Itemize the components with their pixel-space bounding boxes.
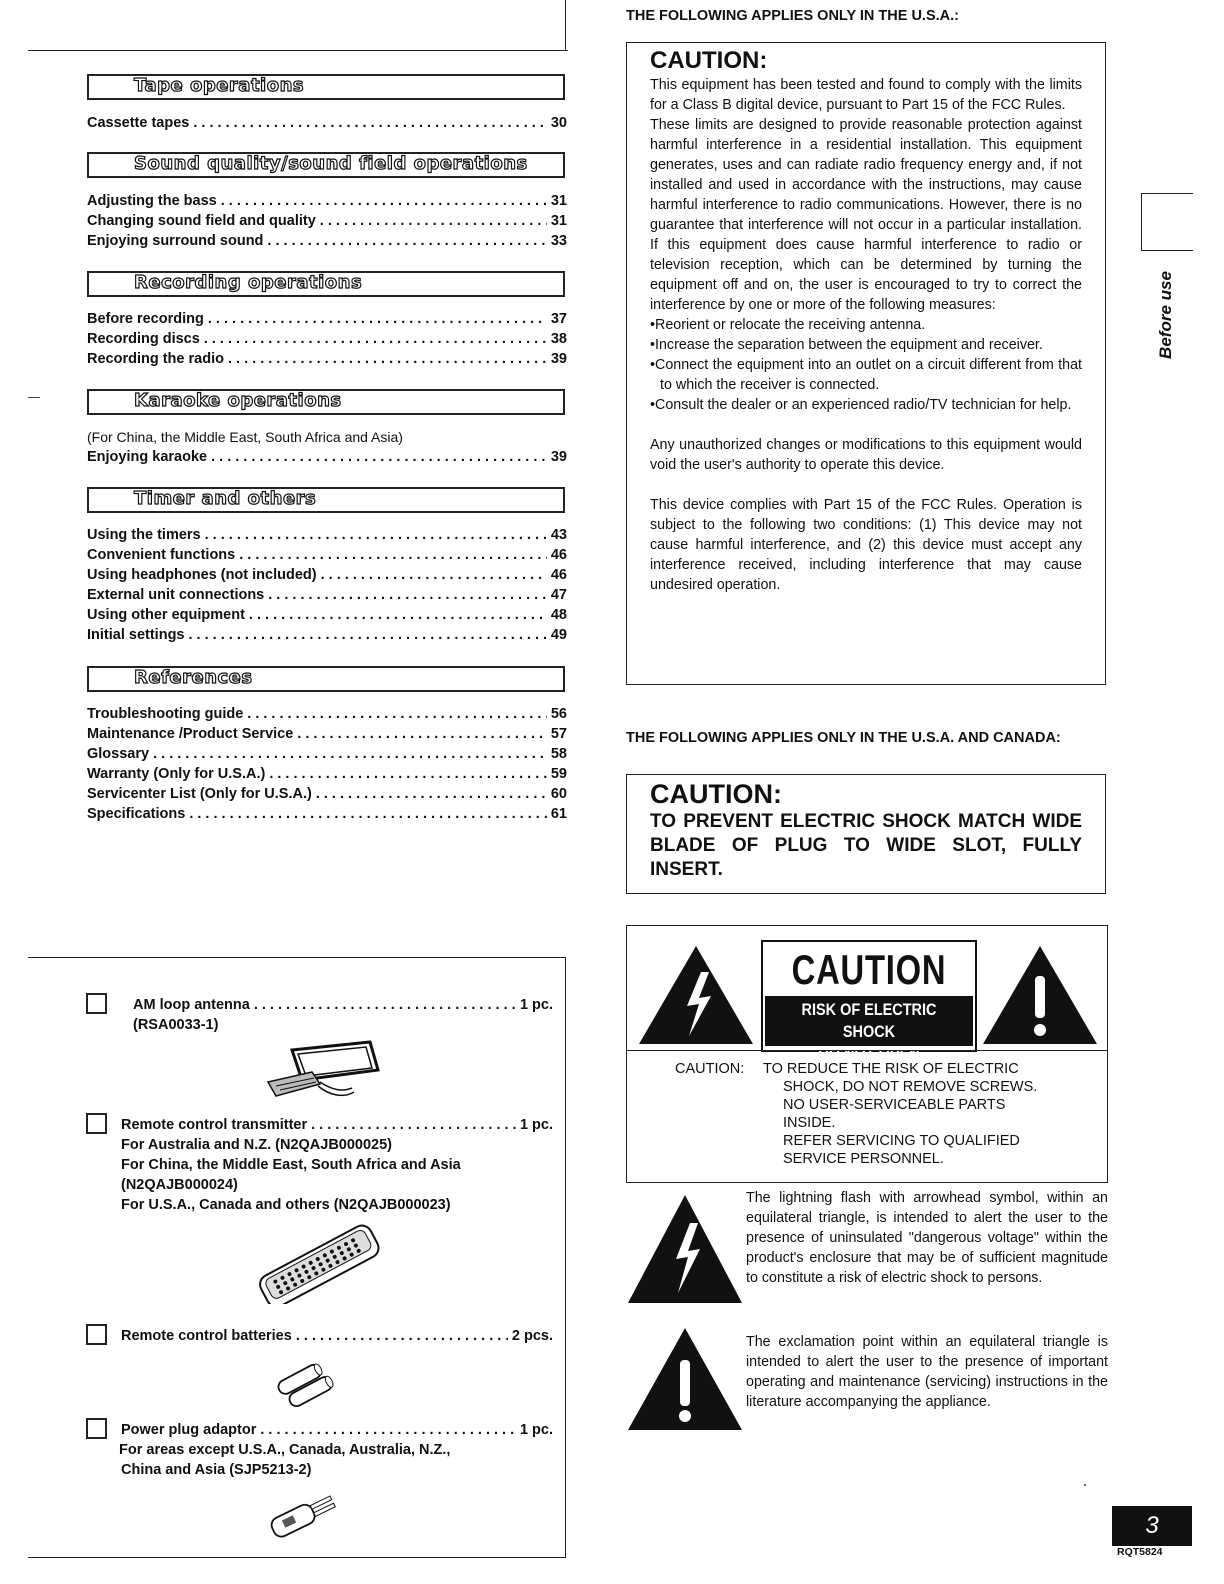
am-antenna-row: AM loop antenna . . . 1 pc.: [133, 997, 553, 1013]
remote-variant-china-code: (N2QAJB000024): [121, 1177, 238, 1193]
am-loop-antenna-illustration: [262, 1036, 382, 1102]
toc-list-timer: [87, 527, 567, 647]
toc-entry[interactable]: Specifications . . . 61: [87, 806, 567, 826]
caution-title: CAUTION:: [650, 47, 768, 74]
doc-code: RQT5824: [1117, 1546, 1163, 1558]
remote-variant-usa: For U.S.A., Canada and others (N2QAJB000023): [121, 1197, 451, 1213]
toc-section-timer: [87, 487, 565, 513]
toc-section-recording: [87, 271, 565, 297]
plug-adaptor-illustration: [262, 1490, 352, 1540]
toc-list-recording: [87, 311, 567, 371]
toc-section-sound: [87, 152, 565, 178]
toc-entry[interactable]: Initial settings . . . 49: [87, 627, 567, 647]
toc-entry[interactable]: Recording the radio . . . 39: [87, 351, 567, 371]
fcc-paragraph-3: Any unauthorized changes or modifications to this equipment would void the user's authority to operate this device.: [650, 437, 1082, 473]
fcc-paragraph-4: This device complies with Part 15 of the FCC Rules. Operation is subject to the following two conditions: (1) This device may not cause harmful interference, and (2) this device must accept any interference received, including interference that may cause undesired operation.: [650, 497, 1082, 593]
header-rule: [28, 50, 568, 51]
toc-entry[interactable]: Enjoying karaoke . . . 39: [87, 449, 567, 469]
toc-note: (For China, the Middle East, South Africa and Asia): [87, 429, 403, 445]
remote-checkbox[interactable]: [86, 1113, 107, 1134]
toc-list-karaoke: [87, 429, 567, 469]
section-title: Timer and others: [134, 488, 317, 509]
toc-list-sound: [87, 193, 567, 253]
label-divider: [627, 1050, 1107, 1051]
remote-variant-au: For Australia and N.Z. (N2QAJB000025): [121, 1137, 393, 1153]
exclamation-explanation: The exclamation point within an equilateral triangle is intended to alert the user to the presence of important operating and maintenance (servicing) instructions in the literature accompanying the appliance.: [746, 1334, 1108, 1410]
toc-entry[interactable]: Using the timers . . . 43: [87, 527, 567, 547]
fcc-paragraph-1: This equipment has been tested and found to comply with the limits for a Class B digital device, pursuant to Part 15 of the FCC Rules.: [650, 77, 1082, 113]
fcc-bullet: •Reorient or relocate the receiving antenna.: [650, 317, 926, 333]
am-antenna-checkbox[interactable]: [86, 993, 107, 1014]
plug-caution-text: TO PREVENT ELECTRIC SHOCK MATCH WIDE BLADE OF PLUG TO WIDE SLOT, FULLY INSERT.: [650, 811, 1082, 880]
accessories-bottom-rule: [28, 1557, 566, 1558]
exclamation-symbol-icon: [626, 1326, 744, 1432]
remote-row: Remote control transmitter . . . 1 pc.: [121, 1117, 553, 1133]
toc-entry[interactable]: External unit connections . . . 47: [87, 587, 567, 607]
fcc-bullet: •Connect the equipment into an outlet on a circuit different from that to which the receiver is connected.: [650, 357, 1082, 393]
header-rule-tick: [565, 0, 566, 50]
fcc-caution-box: [626, 42, 1106, 685]
toc-entry[interactable]: Using other equipment . . . 48: [87, 607, 567, 627]
usa-heading: THE FOLLOWING APPLIES ONLY IN THE U.S.A.:: [626, 8, 959, 24]
fcc-bullet: •Consult the dealer or an experienced radio/TV technician for help.: [650, 397, 1072, 413]
shock-caution-label: [626, 925, 1108, 1183]
remote-control-illustration: [252, 1224, 382, 1304]
page-number: 3: [1112, 1506, 1192, 1546]
plug-caution-box: [626, 774, 1106, 894]
margin-tick: [28, 397, 40, 398]
caution-title: CAUTION:: [650, 779, 782, 809]
plug-adaptor-checkbox[interactable]: [86, 1418, 107, 1439]
toc-entry[interactable]: Cassette tapes . . . 30: [87, 115, 567, 135]
side-tab-marker: [1141, 193, 1193, 251]
toc-entry[interactable]: Adjusting the bass . . . 31: [87, 193, 567, 213]
side-tab-label: Before use: [1155, 271, 1175, 359]
toc-entry[interactable]: Glossary . . . 58: [87, 746, 567, 766]
toc-entry[interactable]: Changing sound field and quality . . . 31: [87, 213, 567, 233]
toc-entry[interactable]: Troubleshooting guide . . . 56: [87, 706, 567, 726]
toc-entry[interactable]: Using headphones (not included) . . . 46: [87, 567, 567, 587]
toc-entry[interactable]: Servicenter List (Only for U.S.A.) . . . 60: [87, 786, 567, 806]
toc-section-tape: [87, 74, 565, 100]
caution-band: RISK OF ELECTRIC SHOCK DO NOT OPEN: [765, 996, 973, 1046]
toc-entry[interactable]: Convenient functions . . . 46: [87, 547, 567, 567]
remote-variant-china: For China, the Middle East, South Africa and Asia: [121, 1157, 461, 1173]
toc-entry[interactable]: Maintenance /Product Service . . . 57: [87, 726, 567, 746]
am-antenna-part: (RSA0033-1): [133, 1017, 219, 1033]
fcc-paragraph-2: These limits are designed to provide reasonable protection against harmful interference in a residential installation. This equipment generates, uses and can radiate radio frequency energy and, if not installed and used in accordance with the instructions, may cause harmful interference to radio communications. However, there is no guarantee that interference will not occur in a particular installation. If this equipment does cause harmful interference to radio or television reception, which can be determined by turning the equipment off and on, the user is encouraged to try to correct the interference by one or more of the following measures:: [650, 117, 1082, 313]
toc-list-tape: [87, 115, 567, 135]
toc-entry[interactable]: Enjoying surround sound . . . 33: [87, 233, 567, 253]
plug-adaptor-part: China and Asia (SJP5213-2): [121, 1462, 312, 1478]
caution-big-text: CAUTION: [791, 946, 947, 993]
toc-entry[interactable]: Before recording . . . 37: [87, 311, 567, 331]
section-title: Tape operations: [134, 75, 305, 96]
toc-entry[interactable]: Recording discs . . . 38: [87, 331, 567, 351]
plug-adaptor-regions: For areas except U.S.A., Canada, Australia, N.Z.,: [119, 1442, 451, 1458]
fcc-bullet: •Increase the separation between the equipment and receiver.: [650, 337, 1043, 353]
lightning-symbol-icon: [626, 1193, 744, 1305]
lightning-explanation: The lightning flash with arrowhead symbol, within an equilateral triangle, is intended to alert the user to the presence of uninsulated "dangerous voltage" within the product's enclosure that may be of sufficient magnitude to constitute a risk of electric shock to persons.: [746, 1190, 1108, 1286]
section-title: References: [134, 667, 253, 688]
caution-label: [761, 940, 977, 1063]
toc-list-references: [87, 706, 567, 826]
toc-section-karaoke: [87, 389, 565, 415]
caution-prefix: CAUTION:: [675, 1061, 745, 1077]
section-title: Sound quality/sound field operations: [134, 153, 528, 174]
usa-canada-heading: THE FOLLOWING APPLIES ONLY IN THE U.S.A. AND CANADA:: [626, 730, 1061, 746]
batteries-row: Remote control batteries . . . 2 pcs.: [121, 1328, 553, 1344]
toc-section-references: [87, 666, 565, 692]
exclamation-warning-icon: [981, 944, 1099, 1046]
section-title: Recording operations: [134, 272, 363, 293]
lightning-warning-icon: [637, 944, 755, 1046]
section-title: Karaoke operations: [134, 390, 342, 411]
caution-instructions: TO REDUCE THE RISK OF ELECTRIC SHOCK, DO NOT REMOVE SCREWS. NO USER-SERVICEABLE PARTS INSIDE. REFER SERVICING TO QUALIFIED SERVICE PERSONNEL.: [763, 1061, 1038, 1167]
stray-dot: [1084, 1484, 1086, 1486]
toc-entry[interactable]: Warranty (Only for U.S.A.) . . . 59: [87, 766, 567, 786]
plug-adaptor-row: Power plug adaptor . . . 1 pc.: [121, 1422, 553, 1438]
batteries-checkbox[interactable]: [86, 1324, 107, 1345]
batteries-illustration: [270, 1360, 350, 1408]
